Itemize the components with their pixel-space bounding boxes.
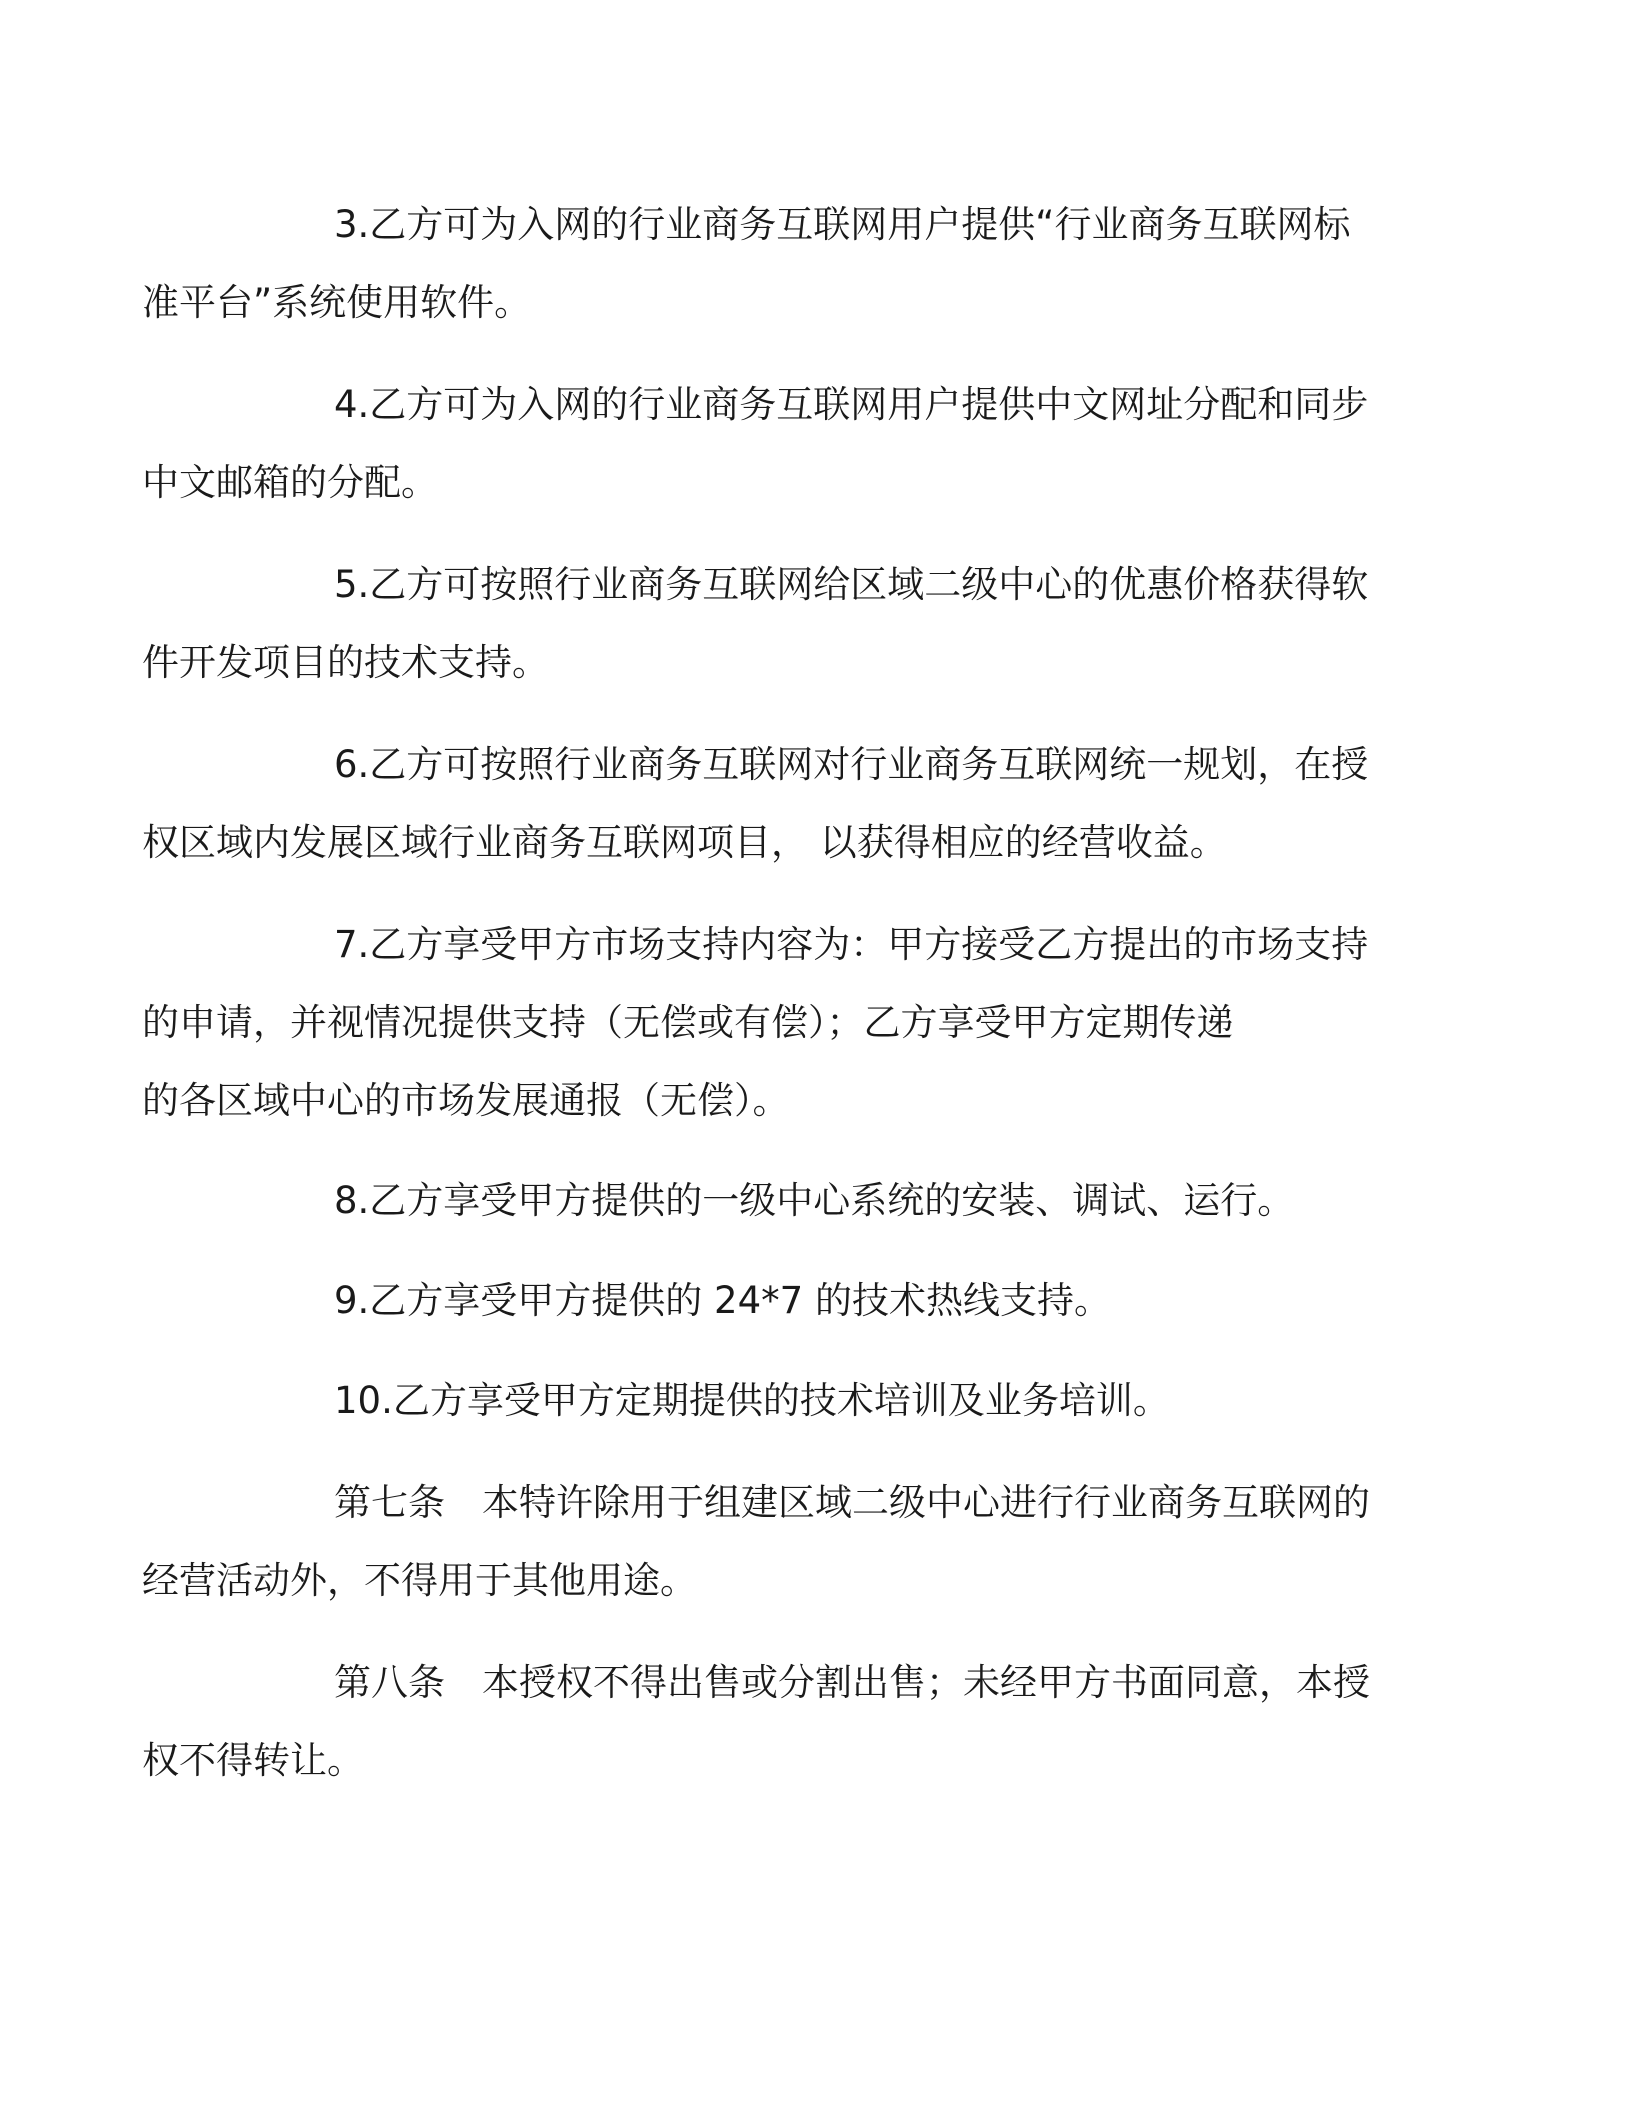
paragraph-line: 10.乙方享受甲方定期提供的技术培训及业务培训。: [334, 1379, 1170, 1422]
paragraph-line: 3.乙方可为入网的行业商务互联网用户提供“行业商务互联网标: [334, 203, 1351, 246]
paragraph-line: 权区域内发展区域行业商务互联网项目， 以获得相应的经营收益。: [142, 821, 1227, 864]
paragraph-item-3: [142, 186, 1378, 342]
paragraph-item-9: [238, 1262, 1378, 1340]
paragraph-line: 第七条 本特许除用于组建区域二级中心进行行业商务互联网的: [334, 1481, 1370, 1524]
paragraph-line: 4.乙方可为入网的行业商务互联网用户提供中文网址分配和同步: [334, 383, 1369, 426]
paragraph-line: 7.乙方享受甲方市场支持内容为：甲方接受乙方提出的市场支持: [334, 923, 1369, 966]
paragraph-line: 经营活动外，不得用于其他用途。: [142, 1559, 697, 1602]
paragraph-line: 6.乙方可按照行业商务互联网对行业商务互联网统一规划，在授: [334, 743, 1369, 786]
paragraph-item-4: [142, 366, 1378, 522]
paragraph-line: 8.乙方享受甲方提供的一级中心系统的安装、调试、运行。: [334, 1179, 1295, 1222]
paragraph-line: 第八条 本授权不得出售或分割出售；未经甲方书面同意，本授: [334, 1661, 1370, 1704]
document-body: [142, 186, 1378, 1800]
article-seven: [142, 1464, 1378, 1620]
paragraph-item-5: [142, 546, 1378, 702]
paragraph-item-7: [142, 906, 1378, 1140]
paragraph-item-10: [238, 1362, 1378, 1440]
article-eight: [142, 1644, 1378, 1800]
paragraph-line: 中文邮箱的分配。: [142, 461, 438, 504]
paragraph-item-8: [238, 1162, 1378, 1240]
paragraph-line: 准平台”系统使用软件。: [142, 281, 532, 324]
paragraph-line: 的申请，并视情况提供支持（无偿或有偿）；乙方享受甲方定期传递: [142, 1001, 1234, 1044]
paragraph-line: 件开发项目的技术支持。: [142, 641, 549, 684]
paragraph-line: 权不得转让。: [142, 1739, 364, 1782]
paragraph-line: 9.乙方享受甲方提供的 24*7 的技术热线支持。: [334, 1279, 1111, 1322]
paragraph-line: 5.乙方可按照行业商务互联网给区域二级中心的优惠价格获得软: [334, 563, 1369, 606]
paragraph-line: 的各区域中心的市场发展通报（无偿）。: [142, 1079, 790, 1122]
paragraph-item-6: [142, 726, 1378, 882]
